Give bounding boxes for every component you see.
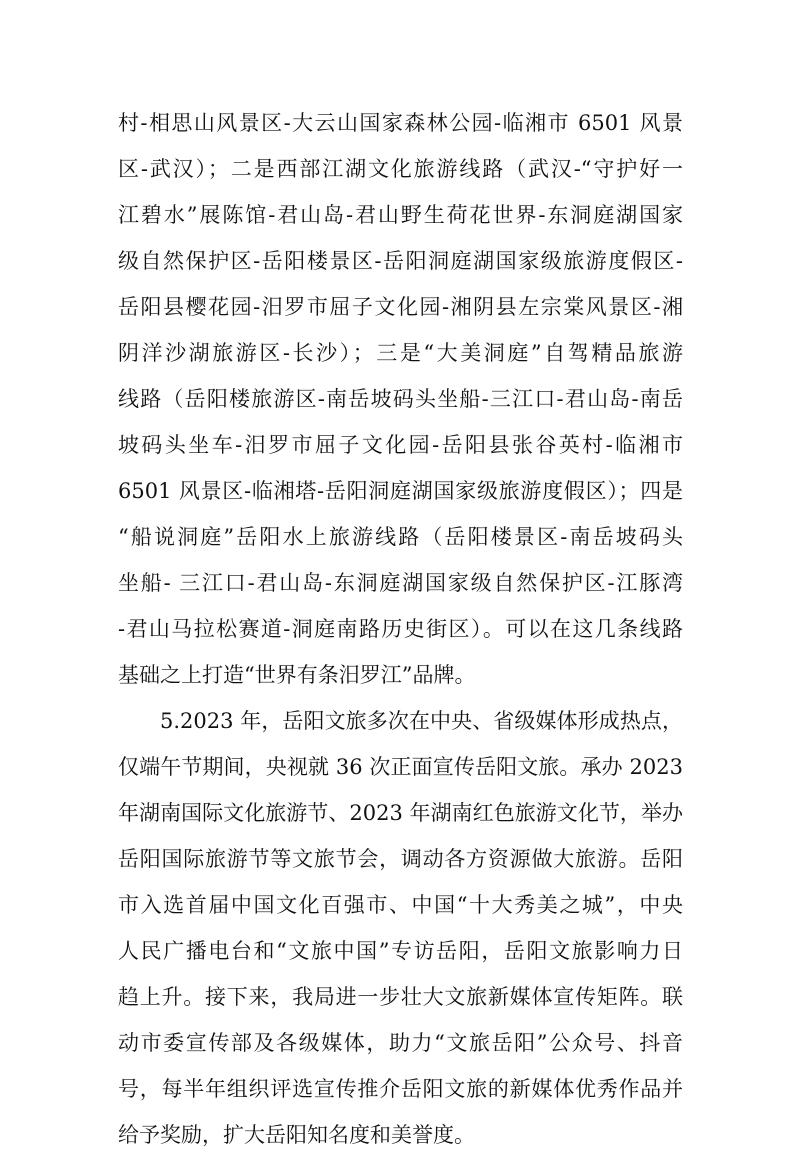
text-line: 岳阳县樱花园-汨罗市屈子文化园-湘阴县左宗棠风景区-湘: [118, 295, 683, 319]
text-line: “船说洞庭”岳阳水上旅游线路（岳阳楼景区-南岳坡码头: [118, 525, 683, 549]
text-line: 仅端午节期间，央视就 36 次正面宣传岳阳文旅。承办 2023: [118, 755, 683, 779]
text-line: 坡码头坐车-汨罗市屈子文化园-岳阳县张谷英村-临湘市: [118, 433, 683, 457]
text-line: 市入选首届中国文化百强市、中国“十大秀美之城”，中央: [118, 893, 683, 917]
text-line: 动市委宣传部及各级媒体，助力“文旅岳阳”公众号、抖音: [118, 1031, 683, 1055]
text-line: 5.2023 年，岳阳文旅多次在中央、省级媒体形成热点，: [160, 709, 683, 733]
text-line: 区-武汉）；二是西部江湖文化旅游线路（武汉-“守护好一: [118, 157, 683, 181]
text-line: 级自然保护区-岳阳楼景区-岳阳洞庭湖国家级旅游度假区-: [118, 249, 683, 273]
text-line: -君山马拉松赛道-洞庭南路历史街区）。可以在这几条线路: [118, 617, 683, 641]
text-line: 坐船- 三江口-君山岛-东洞庭湖国家级自然保护区-江豚湾: [118, 571, 683, 595]
text-line: 线路（岳阳楼旅游区-南岳坡码头坐船-三江口-君山岛-南岳: [118, 387, 683, 411]
text-line: 趋上升。接下来，我局进一步壮大文旅新媒体宣传矩阵。联: [118, 985, 683, 1009]
text-line: 岳阳国际旅游节等文旅节会，调动各方资源做大旅游。岳阳: [118, 847, 683, 871]
text-line: 年湖南国际文化旅游节、2023 年湖南红色旅游文化节，举办: [118, 801, 683, 825]
text-line: 6501 风景区-临湘塔-岳阳洞庭湖国家级旅游度假区）；四是: [118, 479, 683, 503]
text-line: 阴洋沙湖旅游区-长沙）；三是“大美洞庭”自驾精品旅游: [118, 341, 683, 365]
text-line: 人民广播电台和“文旅中国”专访岳阳，岳阳文旅影响力日: [118, 939, 683, 963]
text-line: 村-相思山风景区-大云山国家森林公园-临湘市 6501 风景: [118, 111, 683, 135]
text-line: 号，每半年组织评选宣传推介岳阳文旅的新媒体优秀作品并: [118, 1077, 683, 1101]
text-line: 基础之上打造“世界有条汨罗江”品牌。: [118, 663, 476, 687]
text-line: 给予奖励，扩大岳阳知名度和美誉度。: [118, 1123, 475, 1147]
text-line: 江碧水”展陈馆-君山岛-君山野生荷花世界-东洞庭湖国家: [118, 203, 683, 227]
